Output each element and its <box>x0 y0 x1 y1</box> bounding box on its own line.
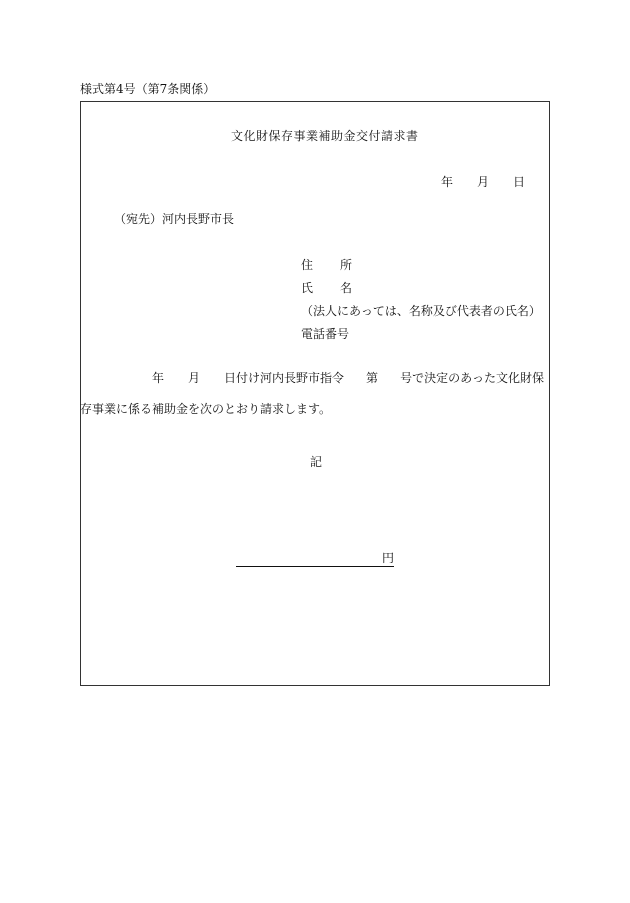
date-day-label: 日 <box>513 175 526 189</box>
body-line-2: 存事業に係る補助金を次のとおり請求します。 <box>80 402 332 416</box>
date-month-label: 月 <box>477 175 490 189</box>
form-number: 様式第4号（第7条関係） <box>80 82 216 96</box>
body-month-label: 月 <box>188 371 201 385</box>
amount-unit: 円 <box>382 551 395 565</box>
body-tail-text: 号で決定のあった文化財保 <box>400 371 544 385</box>
phone-label: 電話番号 <box>301 327 350 341</box>
date-year-label: 年 <box>441 175 454 189</box>
document-title: 文化財保存事業補助金交付請求書 <box>231 129 419 143</box>
addressee: （宛先）河内長野市長 <box>114 212 235 226</box>
body-line-1 <box>152 371 544 385</box>
name-label-2: 名 <box>340 281 353 295</box>
applicant-block <box>301 258 541 350</box>
address-row <box>301 258 541 281</box>
body-year-label: 年 <box>152 371 165 385</box>
address-label-1: 住 <box>301 258 314 272</box>
body-ref-text: 日付け河内長野市指令 <box>224 371 345 385</box>
name-label-1: 氏 <box>301 281 314 295</box>
ki-heading: 記 <box>310 455 323 469</box>
date-row <box>441 175 525 189</box>
corporate-note: （法人にあっては、名称及び代表者の氏名） <box>301 304 541 318</box>
body-dai-label: 第 <box>366 371 379 385</box>
address-label-2: 所 <box>340 258 353 272</box>
amount-underline <box>236 566 394 567</box>
name-row <box>301 281 541 304</box>
